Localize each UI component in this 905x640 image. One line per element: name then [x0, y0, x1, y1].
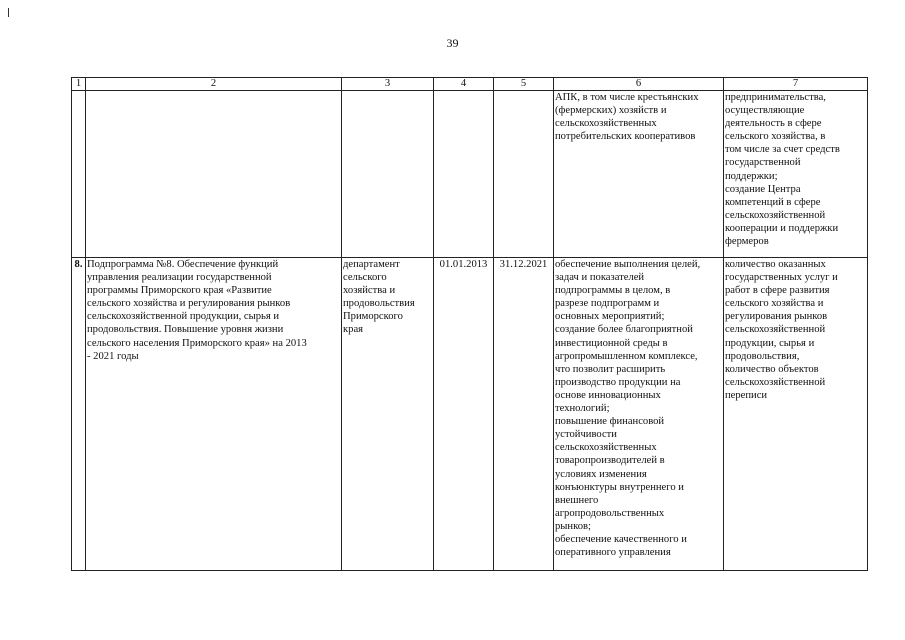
header-cell-4: 4 — [434, 78, 494, 91]
header-cell-3: 3 — [342, 78, 434, 91]
cont-cell-1 — [72, 91, 86, 258]
page-number: 39 — [446, 36, 459, 50]
expected-results: обеспечение выполнения целей, задач и показателей подпрограммы в целом, в разрезе подпрограмм и основных мероприятий; создание более благоприятной инвестиционной среды в агропромышленном комплексе, что позволит расширить производство продукции на основе инновационных технологий; повышение финансовой устойчивости сельскохозяйственных товаропроизводителей в условиях изменения конъюнктуры внутреннего и внешнего агропродовольственных рынков; обеспечение качественного и оперативного управления — [554, 258, 724, 571]
continuation-row — [72, 91, 868, 258]
subprogram-name: Подпрограмма №8. Обеспечение функций управления реализации государственной программы Приморского края «Развитие сельского хозяйства и регулирования рынков сельскохозяйственной продукции, сырья и продовольствия. Повышение уровня жизни сельского населения Приморского края» на 2013 - 2021 годы — [86, 258, 342, 571]
cont-cell-3 — [342, 91, 434, 258]
start-date: 01.01.2013 — [434, 258, 494, 571]
cont-cell-4 — [434, 91, 494, 258]
cont-indicators: предпринимательства, осуществляющие деятельность в сфере сельского хозяйства, в том числе за счет средств государственной поддержки; создание Центра компетенций в сфере сельскохозяйственной кооперации и поддержки фермеров — [724, 91, 868, 258]
header-cell-1: 1 — [72, 78, 86, 91]
table-row-8 — [72, 258, 868, 571]
program-table — [71, 77, 868, 571]
cont-cell-2 — [86, 91, 342, 258]
header-cell-7: 7 — [724, 78, 868, 91]
header-row — [72, 78, 868, 91]
header-cell-5: 5 — [494, 78, 554, 91]
cont-cell-5 — [494, 91, 554, 258]
header-cell-6: 6 — [554, 78, 724, 91]
indicators: количество оказанных государственных услуг и работ в сфере развития сельского хозяйства и регулирования рынков сельскохозяйственной продукции, сырья и продовольствия, количество объектов сельскохозяйственной переписи — [724, 258, 868, 571]
row-number: 8. — [72, 258, 86, 571]
cont-expected-results: АПК, в том числе крестьянских (фермерских) хозяйств и сельскохозяйственных потребительских кооперативов — [554, 91, 724, 258]
end-date: 31.12.2021 — [494, 258, 554, 571]
header-cell-2: 2 — [86, 78, 342, 91]
scan-corner-mark — [8, 8, 9, 17]
executor: департамент сельского хозяйства и продовольствия Приморского края — [342, 258, 434, 571]
